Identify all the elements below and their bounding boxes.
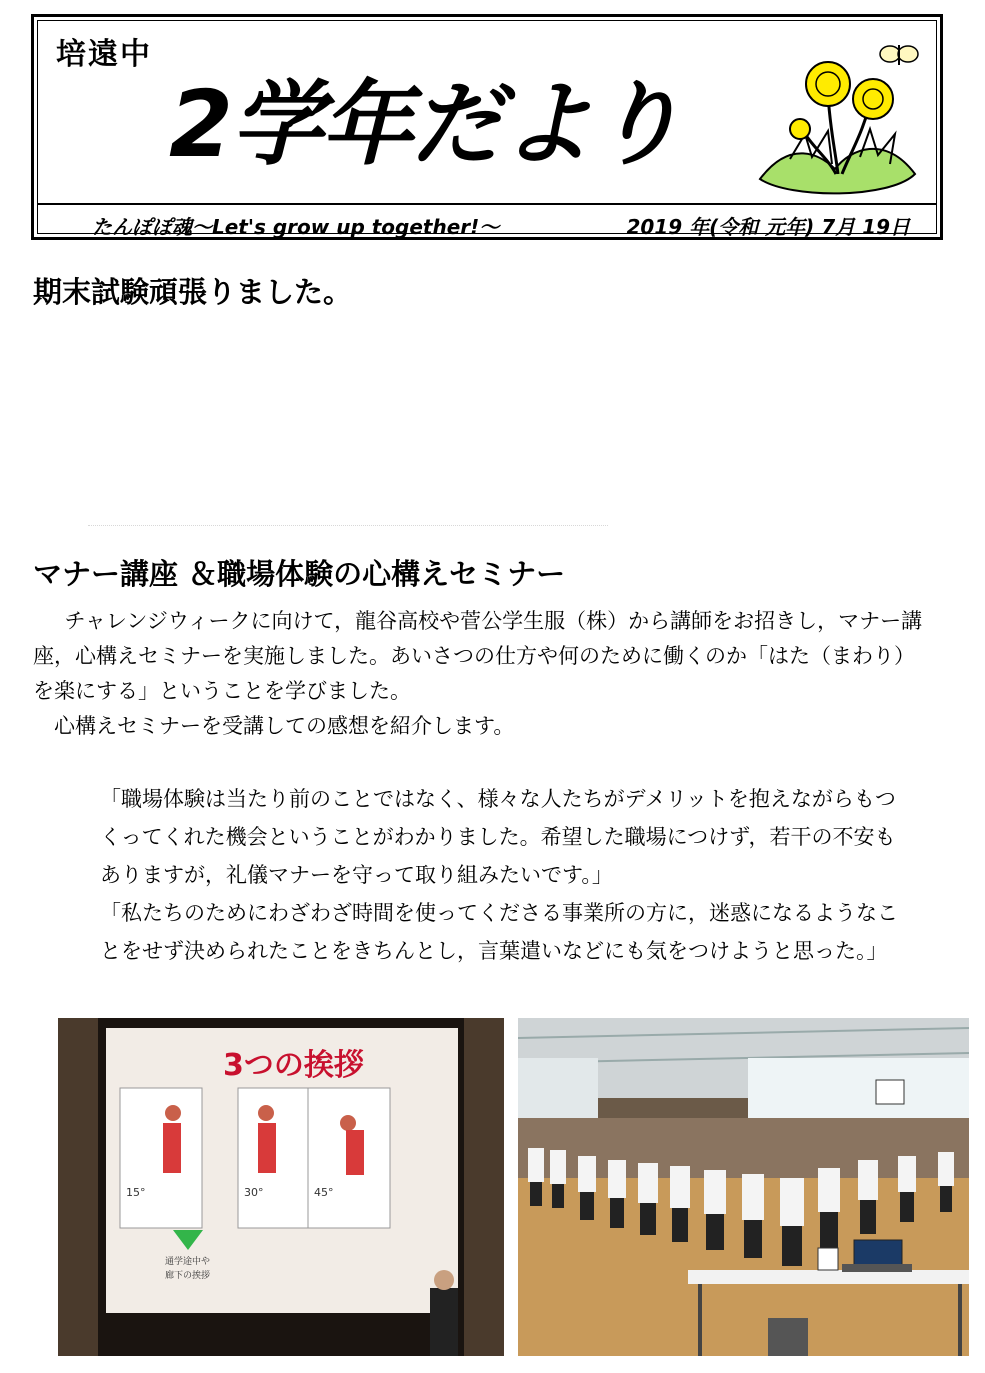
slide-label: 30° bbox=[244, 1186, 264, 1199]
student-quotes bbox=[100, 780, 900, 970]
dandelion-icon bbox=[750, 39, 920, 199]
seminar-body bbox=[33, 604, 928, 744]
issue-date: 2019 年(令和 元年) 7月 19日 bbox=[626, 215, 910, 239]
student-quote: 「私たちのためにわざわざ時間を使ってくださる事業所の方に，迷惑になるようなことをせず決められたことをきちんとし，言葉遣いなどにも気をつけようと思った。」 bbox=[100, 901, 898, 963]
faint-divider bbox=[88, 525, 608, 526]
student-quote: 「職場体験は当たり前のことではなく、様々な人たちがデメリットを抱えながらもつくってくれた機会ということがわかりました。希望した職場につけず，若干の不安もありますが，礼儀マナーを守って取り組みたいです。」 bbox=[100, 787, 896, 887]
photo-lecture bbox=[58, 1018, 504, 1356]
slide-label: 15° bbox=[126, 1186, 146, 1199]
seminar-paragraph: 心構えセミナーを受講しての感想を紹介します。 bbox=[54, 714, 515, 738]
photo-gym bbox=[518, 1018, 969, 1356]
newsletter-title: 2学年だより bbox=[169, 71, 682, 178]
seminar-heading: マナー講座 ＆職場体験の心構えセミナー bbox=[33, 557, 566, 591]
exam-heading: 期末試験頑張りました。 bbox=[33, 275, 353, 309]
slide-caption: 廊下の挨拶 bbox=[165, 1271, 211, 1281]
seminar-paragraph: チャレンジウィークに向けて，龍谷高校や菅公学生服（株）から講師をお招きし，マナー講座，心構えセミナーを実施しました。あいさつの仕方や何のために働くのか「はた（まわり）を楽にする」ということを学びました。 bbox=[33, 609, 923, 703]
slide-caption: 通学途中や bbox=[165, 1257, 211, 1267]
slide-title: 3つの挨拶 bbox=[223, 1048, 364, 1083]
newsletter-motto: たんぽぽ魂～Let's grow up together!～ bbox=[92, 215, 500, 239]
slide-label: 45° bbox=[314, 1186, 334, 1199]
newsletter-header bbox=[31, 14, 943, 240]
school-name: 培遠中 bbox=[56, 37, 152, 72]
header-divider bbox=[37, 203, 937, 205]
